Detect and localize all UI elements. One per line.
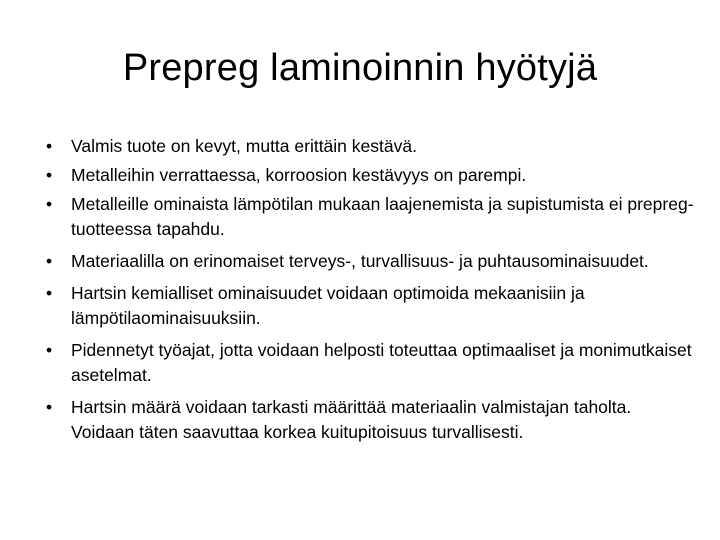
- bullet-item: [46, 281, 696, 331]
- bullet-item: [46, 338, 696, 388]
- bullet-marker: •: [46, 251, 53, 271]
- bullet-text: Metalleihin verrattaessa, korroosion kestävyys on parempi.: [71, 165, 527, 185]
- bullet-marker: •: [46, 136, 53, 156]
- bullet-marker: •: [46, 165, 53, 185]
- bullet-marker: •: [46, 340, 53, 360]
- bullet-text: Valmis tuote on kevyt, mutta erittäin kestävä.: [71, 136, 417, 156]
- bullet-text: Pidennetyt työajat, jotta voidaan helposti toteuttaa optimaaliset ja monimutkaiset asetelmat.: [71, 340, 692, 385]
- bullet-marker: •: [46, 397, 53, 417]
- bullet-item: [46, 134, 696, 159]
- slide-title: Prepreg laminoinnin hyötyjä: [122, 47, 598, 89]
- bullet-marker: •: [46, 283, 53, 303]
- bullet-text: Materiaalilla on erinomaiset terveys-, turvallisuus- ja puhtausominaisuudet.: [71, 251, 649, 271]
- bullet-text: Hartsin kemialliset ominaisuudet voidaan optimoida mekaanisiin ja lämpötilaominaisuuksiin.: [71, 283, 585, 328]
- bullet-item: [46, 249, 696, 274]
- bullet-item: [46, 395, 696, 445]
- bullet-item: [46, 192, 696, 242]
- bullet-text: Metalleille ominaista lämpötilan mukaan laajenemista ja supistumista ei prepreg-tuotteessa tapahdu.: [71, 194, 694, 239]
- bullet-list: [46, 134, 696, 452]
- bullet-text: Hartsin määrä voidaan tarkasti määrittää materiaalin valmistajan taholta. Voidaan täten saavuttaa korkea kuitupitoisuus turvallisesti.: [71, 397, 632, 442]
- bullet-item: [46, 163, 696, 188]
- bullet-marker: •: [46, 194, 53, 214]
